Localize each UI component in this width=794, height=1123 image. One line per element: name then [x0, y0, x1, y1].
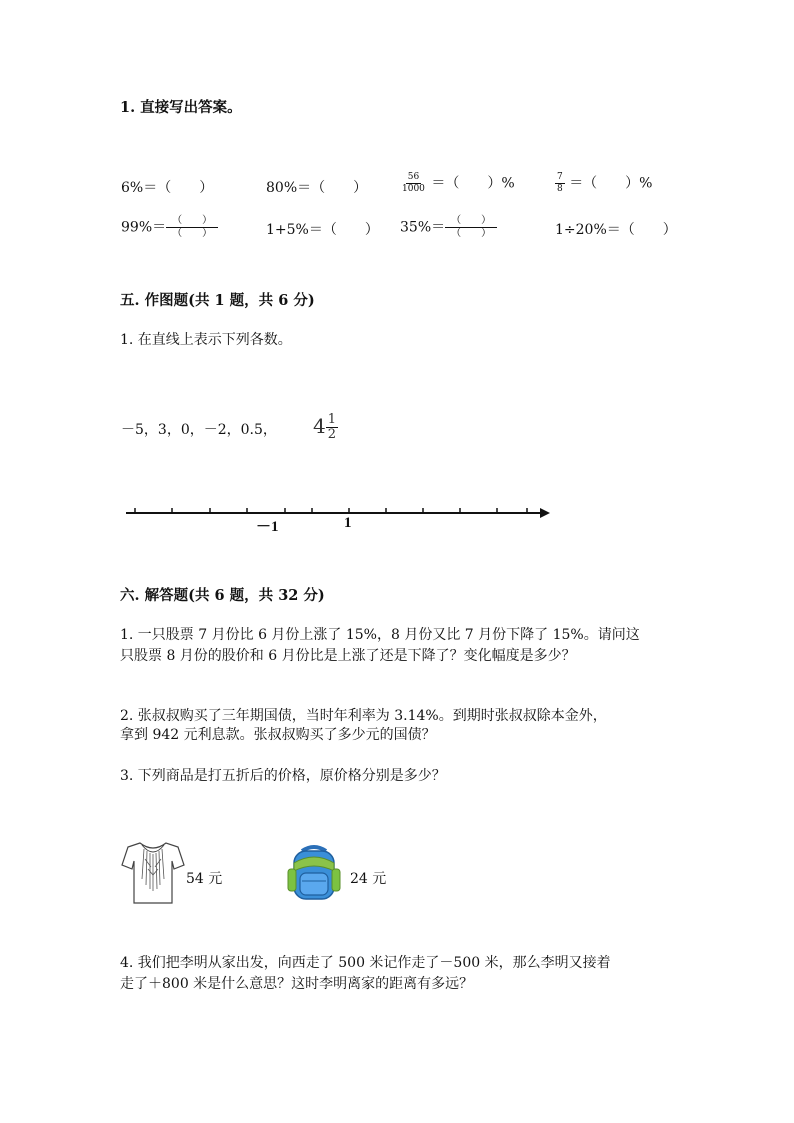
blank-fraction: $\frac{( )}{( )}$: [166, 215, 218, 240]
expr-1-plus-5-percent: 1+5%＝（ ）: [266, 222, 379, 238]
numbers-to-plot: －5，3，0，－2，0.5，: [121, 422, 277, 438]
expr-56-over-1000: $\frac{56}{1000}$ ＝（ ）%: [402, 172, 515, 194]
number-line-arrow: [540, 508, 550, 518]
question-stock-line2: 只股票 8 月份的股价和 6 月份比是上涨了还是下降了？变化幅度是多少？: [120, 648, 576, 664]
number-line: [120, 500, 560, 540]
tick-label-1: 1: [344, 515, 352, 531]
blank-fraction: $\frac{( )}{( )}$: [445, 215, 497, 240]
expr-80-percent: 80%＝（ ）: [266, 180, 368, 196]
tick-label-minus-1: －1: [256, 519, 279, 535]
expr-6-percent: 6%＝（ ）: [121, 180, 214, 196]
expr-7-over-8: $\frac{7}{8}$ ＝（ ）%: [557, 172, 653, 194]
shirt-price: 54 元: [186, 871, 223, 887]
question-walk-line2: 走了＋800 米是什么意思？这时李明离家的距离有多远？: [120, 976, 474, 992]
question-bond-line2: 拿到 942 元利息款。张叔叔购买了多少元的国债？: [120, 727, 436, 743]
fraction-56-1000: $\frac{56}{1000}$: [402, 172, 425, 194]
section-heading-drawing: 五. 作图题(共 1 题，共 6 分): [120, 292, 315, 309]
mixed-number-4-1-2: 4 $\frac{1}{2}$: [313, 412, 337, 442]
backpack-price: 24 元: [350, 871, 387, 887]
shirt-icon: [120, 839, 186, 907]
section-heading-answers: 六. 解答题(共 6 题，共 32 分): [120, 587, 325, 604]
backpack-icon: [284, 843, 344, 903]
expr-1-div-20-percent: 1÷20%＝（ ）: [555, 222, 677, 238]
expr-35-percent: 35%＝ $\frac{( )}{( )}$: [400, 215, 497, 240]
fraction-7-8: $\frac{7}{8}$: [557, 172, 563, 194]
question-bond-line1: 2. 张叔叔购买了三年期国债，当时年利率为 3.14%。到期时张叔叔除本金外，: [120, 708, 607, 724]
question-stock-line1: 1. 一只股票 7 月份比 6 月份上涨了 15%，8 月份又比 7 月份下降了 15%。请问这: [120, 627, 640, 643]
question-title: 1. 直接写出答案。: [120, 99, 242, 116]
question-discount: 3. 下列商品是打五折后的价格，原价格分别是多少？: [120, 768, 446, 784]
question-walk-line1: 4. 我们把李明从家出发，向西走了 500 米记作走了－500 米，那么李明又接着: [120, 955, 611, 971]
expr-99-percent: 99%＝ $\frac{( )}{( )}$: [121, 215, 218, 240]
question-number-line: 1. 在直线上表示下列各数。: [120, 332, 292, 348]
